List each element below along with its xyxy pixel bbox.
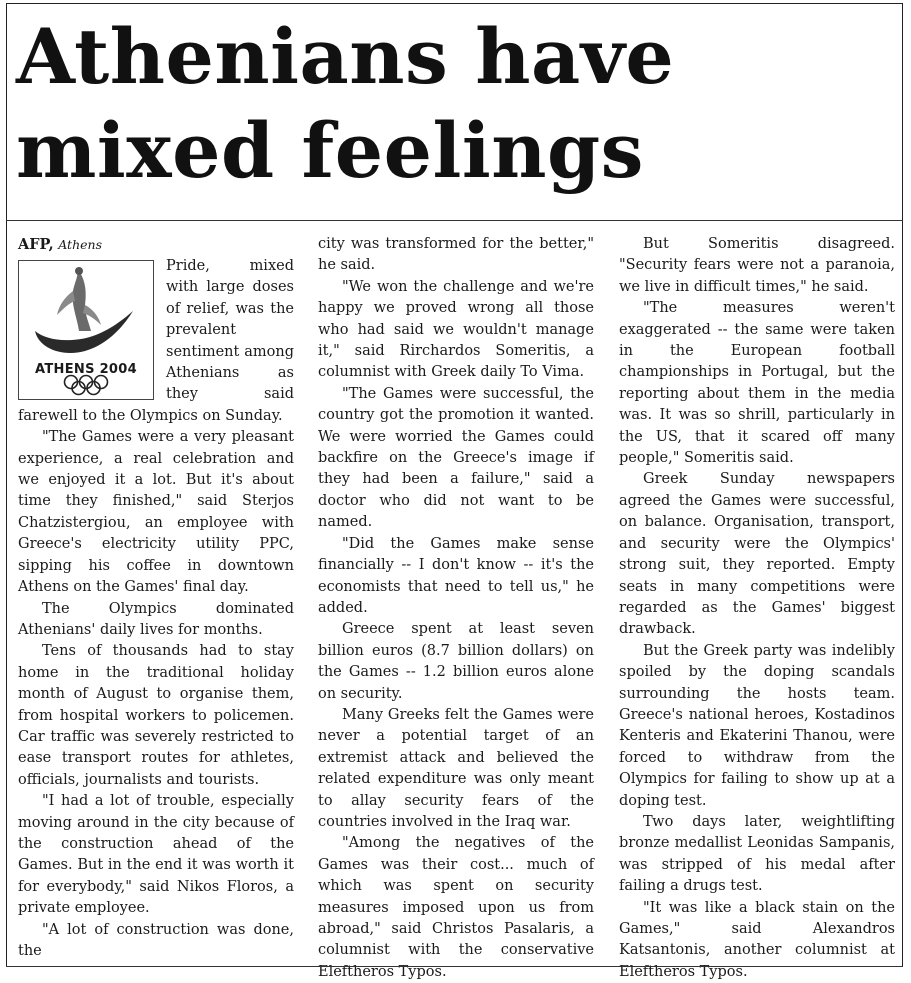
paragraph: "We won the challenge and we're happy we proved wrong all those who had said we wouldn't manage it," said Rirchardos Someritis, a columnist with Greek daily To Vima. [318, 278, 594, 381]
paragraph: Greece spent at least seven billion euros (8.7 billion dollars) on the Games -- 1.2 billion euros alone on security. [318, 621, 594, 702]
column-1 [18, 234, 294, 962]
paragraph: Many Greeks felt the Games were never a potential target of an extremist attack and believed the related expenditure was only meant to allay security fears of the countries involved in the Iraq war. [318, 706, 594, 830]
paragraph: The Olympics dominated Athenians' daily lives for months. [18, 600, 294, 638]
paragraph: Pride, mixed with large doses of relief, was the prevalent sentiment among Athenians as they said farewell to the Olympics on Sunday. [18, 258, 294, 424]
paragraph: "I had a lot of trouble, especially moving around in the city because of the construction ahead of the Games. But in the end it was worth it for everybody," said Nikos Floros, a private employee. [18, 793, 294, 917]
paragraph: Two days later, weightlifting bronze medallist Leonidas Sampanis, was stripped of his medal after failing a drugs test. [619, 813, 895, 895]
paragraph: "It was like a black stain on the Games," said Alexandros Katsantonis, another columnist at Eleftheros Typos. [619, 899, 895, 980]
olympic-rings-icon [19, 261, 153, 399]
headline-line-2: mixed feelings [16, 106, 644, 195]
logo-text: ATHENS 2004 [35, 362, 137, 377]
athens-2004-logo [18, 260, 154, 400]
paragraph: But Someritis disagreed. "Security fears were not a paranoia, we live in difficult times," he said. [619, 236, 895, 295]
column-3 [619, 234, 895, 983]
paragraph: "The Games were a very pleasant experience, a real celebration and we enjoyed it a lot. But it's about time they finished," said Sterjos Chatzistergiou, an employee with Greece's electricity utility PPC, sipping his coffee in downtown Athens on the Games' final day. [18, 429, 294, 596]
byline-location: Athens [58, 237, 102, 252]
paragraph: "Did the Games make sense financially -- I don't know -- it's the economists that need to tell us," he added. [318, 535, 594, 616]
headline-line-1: Athenians have [16, 12, 675, 101]
byline-agency: AFP, [18, 236, 54, 253]
paragraph: Tens of thousands had to stay home in the traditional holiday month of August to organise them, from hospital workers to policemen. Car traffic was severely restricted to ease transport routes for athletes, officials, journalists and tourists. [18, 643, 294, 788]
paragraph: "A lot of construction was done, the [18, 921, 294, 959]
headline [16, 10, 896, 198]
paragraph: Greek Sunday newspapers agreed the Games were successful, on balance. Organisation, transport, and security were the Olympics' strong suit, they reported. Empty seats in many competitions were regarded as the Games' biggest drawback. [619, 471, 895, 638]
paragraph: "The Games were successful, the country got the promotion it wanted. We were worried the Games could backfire on the Greece's image if they had been a failure," said a doctor who did not want to be named. [318, 385, 594, 531]
paragraph: "The measures weren't exaggerated -- the same were taken in the European football championships in Portugal, but the reporting about them in the media was. It was so shrill, particularly in the US, that it scared off many people," Someritis said. [619, 300, 895, 467]
column-2 [318, 234, 594, 983]
byline [18, 234, 294, 256]
paragraph: "Among the negatives of the Games was their cost... much of which was spent on security measures imposed upon us from abroad," said Christos Pasalaris, a columnist with the conservative Eleftheros Typos. [318, 835, 594, 980]
bottom-rule [6, 966, 903, 967]
paragraph: city was transformed for the better," he said. [318, 236, 594, 274]
divider [6, 220, 903, 221]
paragraph: But the Greek party was indelibly spoiled by the doping scandals surrounding the hosts team. Greece's national heroes, Kostadinos Kenteris and Ekaterini Thanou, were forced to withdraw from the Olympics for failing to show up at a doping test. [619, 642, 895, 809]
